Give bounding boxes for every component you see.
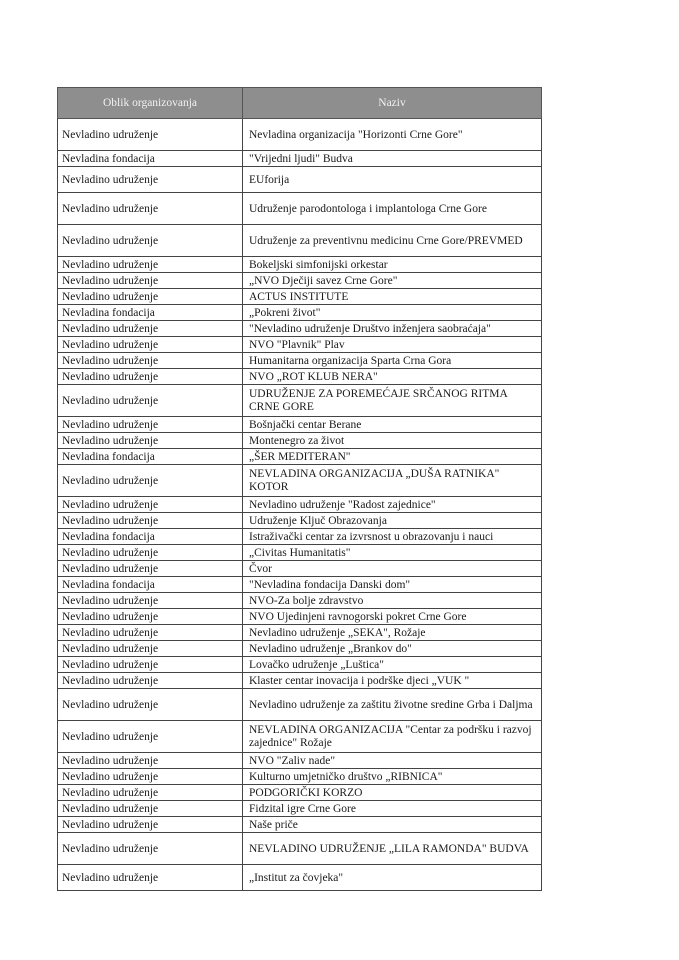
- table-row: [58, 193, 542, 225]
- table-row: [58, 721, 542, 753]
- cell-oblik: Nevladino udruženje: [58, 257, 243, 273]
- cell-oblik: Nevladina fondacija: [58, 305, 243, 321]
- cell-naziv: NVO Ujedinjeni ravnogorski pokret Crne Gore: [243, 609, 542, 625]
- cell-oblik: Nevladino udruženje: [58, 545, 243, 561]
- table-row: [58, 119, 542, 151]
- table-row: [58, 417, 542, 433]
- cell-naziv: Lovačko udruženje „Luštica": [243, 657, 542, 673]
- cell-oblik: Nevladino udruženje: [58, 433, 243, 449]
- cell-oblik: Nevladino udruženje: [58, 513, 243, 529]
- cell-naziv: Nevladino udruženje „Brankov do": [243, 641, 542, 657]
- cell-naziv: Istraživački centar za izvrsnost u obrazovanju i nauci: [243, 529, 542, 545]
- cell-oblik: Nevladino udruženje: [58, 289, 243, 305]
- cell-naziv: EUforija: [243, 167, 542, 193]
- cell-naziv: „Pokreni život": [243, 305, 542, 321]
- cell-oblik: Nevladino udruženje: [58, 465, 243, 497]
- table-row: [58, 545, 542, 561]
- cell-oblik: Nevladino udruženje: [58, 817, 243, 833]
- cell-naziv: Nevladina organizacija "Horizonti Crne Gore": [243, 119, 542, 151]
- table-row: [58, 353, 542, 369]
- cell-naziv: Udruženje Ključ Obrazovanja: [243, 513, 542, 529]
- cell-naziv: Klaster centar inovacija i podrške djeci „VUK ": [243, 673, 542, 689]
- cell-naziv: NEVLADINA ORGANIZACIJA "Centar za podršku i razvoj zajednice" Rožaje: [243, 721, 542, 753]
- cell-naziv: UDRUŽENJE ZA POREMEĆAJE SRČANOG RITMA CRNE GORE: [243, 385, 542, 417]
- table-row: [58, 529, 542, 545]
- cell-oblik: Nevladino udruženje: [58, 167, 243, 193]
- cell-oblik: Nevladino udruženje: [58, 353, 243, 369]
- cell-oblik: Nevladino udruženje: [58, 753, 243, 769]
- cell-naziv: NVO-Za bolje zdravstvo: [243, 593, 542, 609]
- table-row: [58, 593, 542, 609]
- cell-oblik: Nevladina fondacija: [58, 449, 243, 465]
- cell-naziv: Naše priče: [243, 817, 542, 833]
- cell-naziv: Čvor: [243, 561, 542, 577]
- cell-naziv: ACTUS INSTITUTE: [243, 289, 542, 305]
- cell-naziv: Fidzital igre Crne Gore: [243, 801, 542, 817]
- cell-naziv: Nevladino udruženje „SEKA", Rožaje: [243, 625, 542, 641]
- cell-oblik: Nevladina fondacija: [58, 151, 243, 167]
- cell-naziv: Udruženje za preventivnu medicinu Crne Gore/PREVMED: [243, 225, 542, 257]
- cell-naziv: "Nevladina fondacija Danski dom": [243, 577, 542, 593]
- organizations-table-container: [57, 87, 541, 891]
- table-row: [58, 151, 542, 167]
- table-row: [58, 753, 542, 769]
- cell-oblik: Nevladino udruženje: [58, 769, 243, 785]
- cell-naziv: „Civitas Humanitatis": [243, 545, 542, 561]
- cell-naziv: NEVLADINA ORGANIZACIJA „DUŠA RATNIKA" KOTOR: [243, 465, 542, 497]
- table-row: [58, 817, 542, 833]
- table-row: [58, 785, 542, 801]
- table-row: [58, 449, 542, 465]
- table-row: [58, 673, 542, 689]
- cell-oblik: Nevladino udruženje: [58, 561, 243, 577]
- cell-naziv: NVO "Plavnik" Plav: [243, 337, 542, 353]
- cell-oblik: Nevladino udruženje: [58, 225, 243, 257]
- cell-oblik: Nevladino udruženje: [58, 417, 243, 433]
- cell-oblik: Nevladino udruženje: [58, 593, 243, 609]
- header-oblik-organizovanja: Oblik organizovanja: [58, 88, 243, 119]
- cell-oblik: Nevladino udruženje: [58, 721, 243, 753]
- table-row: [58, 689, 542, 721]
- cell-oblik: Nevladino udruženje: [58, 385, 243, 417]
- cell-oblik: Nevladina fondacija: [58, 577, 243, 593]
- table-row: [58, 641, 542, 657]
- cell-naziv: Kulturno umjetničko društvo „RIBNICA": [243, 769, 542, 785]
- table-header-row: [58, 88, 542, 119]
- table-row: [58, 257, 542, 273]
- table-row: [58, 167, 542, 193]
- cell-naziv: NVO "Zaliv nade": [243, 753, 542, 769]
- cell-oblik: Nevladino udruženje: [58, 609, 243, 625]
- header-naziv: Naziv: [243, 88, 542, 119]
- cell-naziv: Bošnjački centar Berane: [243, 417, 542, 433]
- cell-oblik: Nevladino udruženje: [58, 865, 243, 891]
- table-row: [58, 577, 542, 593]
- cell-oblik: Nevladino udruženje: [58, 657, 243, 673]
- cell-oblik: Nevladino udruženje: [58, 689, 243, 721]
- cell-oblik: Nevladino udruženje: [58, 273, 243, 289]
- cell-oblik: Nevladino udruženje: [58, 321, 243, 337]
- cell-oblik: Nevladino udruženje: [58, 119, 243, 151]
- organizations-table: [57, 87, 542, 891]
- cell-oblik: Nevladino udruženje: [58, 193, 243, 225]
- cell-naziv: PODGORIČKI KORZO: [243, 785, 542, 801]
- cell-naziv: Bokeljski simfonijski orkestar: [243, 257, 542, 273]
- cell-oblik: Nevladino udruženje: [58, 641, 243, 657]
- table-row: [58, 833, 542, 865]
- cell-oblik: Nevladino udruženje: [58, 833, 243, 865]
- cell-naziv: NVO „ROT KLUB NERA": [243, 369, 542, 385]
- cell-naziv: NEVLADINO UDRUŽENJE „LILA RAMONDA" BUDVA: [243, 833, 542, 865]
- cell-oblik: Nevladina fondacija: [58, 529, 243, 545]
- cell-oblik: Nevladino udruženje: [58, 625, 243, 641]
- cell-naziv: "Nevladino udruženje Društvo inženjera saobraćaja": [243, 321, 542, 337]
- table-row: [58, 865, 542, 891]
- table-row: [58, 337, 542, 353]
- cell-naziv: Nevladino udruženje za zaštitu životne sredine Grba i Daljma: [243, 689, 542, 721]
- table-row: [58, 625, 542, 641]
- table-row: [58, 289, 542, 305]
- cell-naziv: „Institut za čovjeka": [243, 865, 542, 891]
- cell-oblik: Nevladino udruženje: [58, 673, 243, 689]
- cell-oblik: Nevladino udruženje: [58, 785, 243, 801]
- table-row: [58, 513, 542, 529]
- cell-naziv: Montenegro za život: [243, 433, 542, 449]
- cell-naziv: "Vrijedni ljudi" Budva: [243, 151, 542, 167]
- table-row: [58, 273, 542, 289]
- table-row: [58, 561, 542, 577]
- table-row: [58, 497, 542, 513]
- cell-naziv: „ŠER MEDITERAN": [243, 449, 542, 465]
- table-row: [58, 657, 542, 673]
- table-row: [58, 385, 542, 417]
- table-row: [58, 433, 542, 449]
- table-row: [58, 465, 542, 497]
- cell-naziv: Udruženje parodontologa i implantologa Crne Gore: [243, 193, 542, 225]
- table-row: [58, 609, 542, 625]
- table-row: [58, 305, 542, 321]
- cell-naziv: „NVO Dječiji savez Crne Gore": [243, 273, 542, 289]
- table-row: [58, 369, 542, 385]
- table-row: [58, 321, 542, 337]
- cell-naziv: Nevladino udruženje "Radost zajednice": [243, 497, 542, 513]
- table-row: [58, 769, 542, 785]
- cell-oblik: Nevladino udruženje: [58, 337, 243, 353]
- table-row: [58, 225, 542, 257]
- cell-oblik: Nevladino udruženje: [58, 801, 243, 817]
- cell-oblik: Nevladino udruženje: [58, 497, 243, 513]
- table-row: [58, 801, 542, 817]
- cell-naziv: Humanitarna organizacija Sparta Crna Gora: [243, 353, 542, 369]
- cell-oblik: Nevladino udruženje: [58, 369, 243, 385]
